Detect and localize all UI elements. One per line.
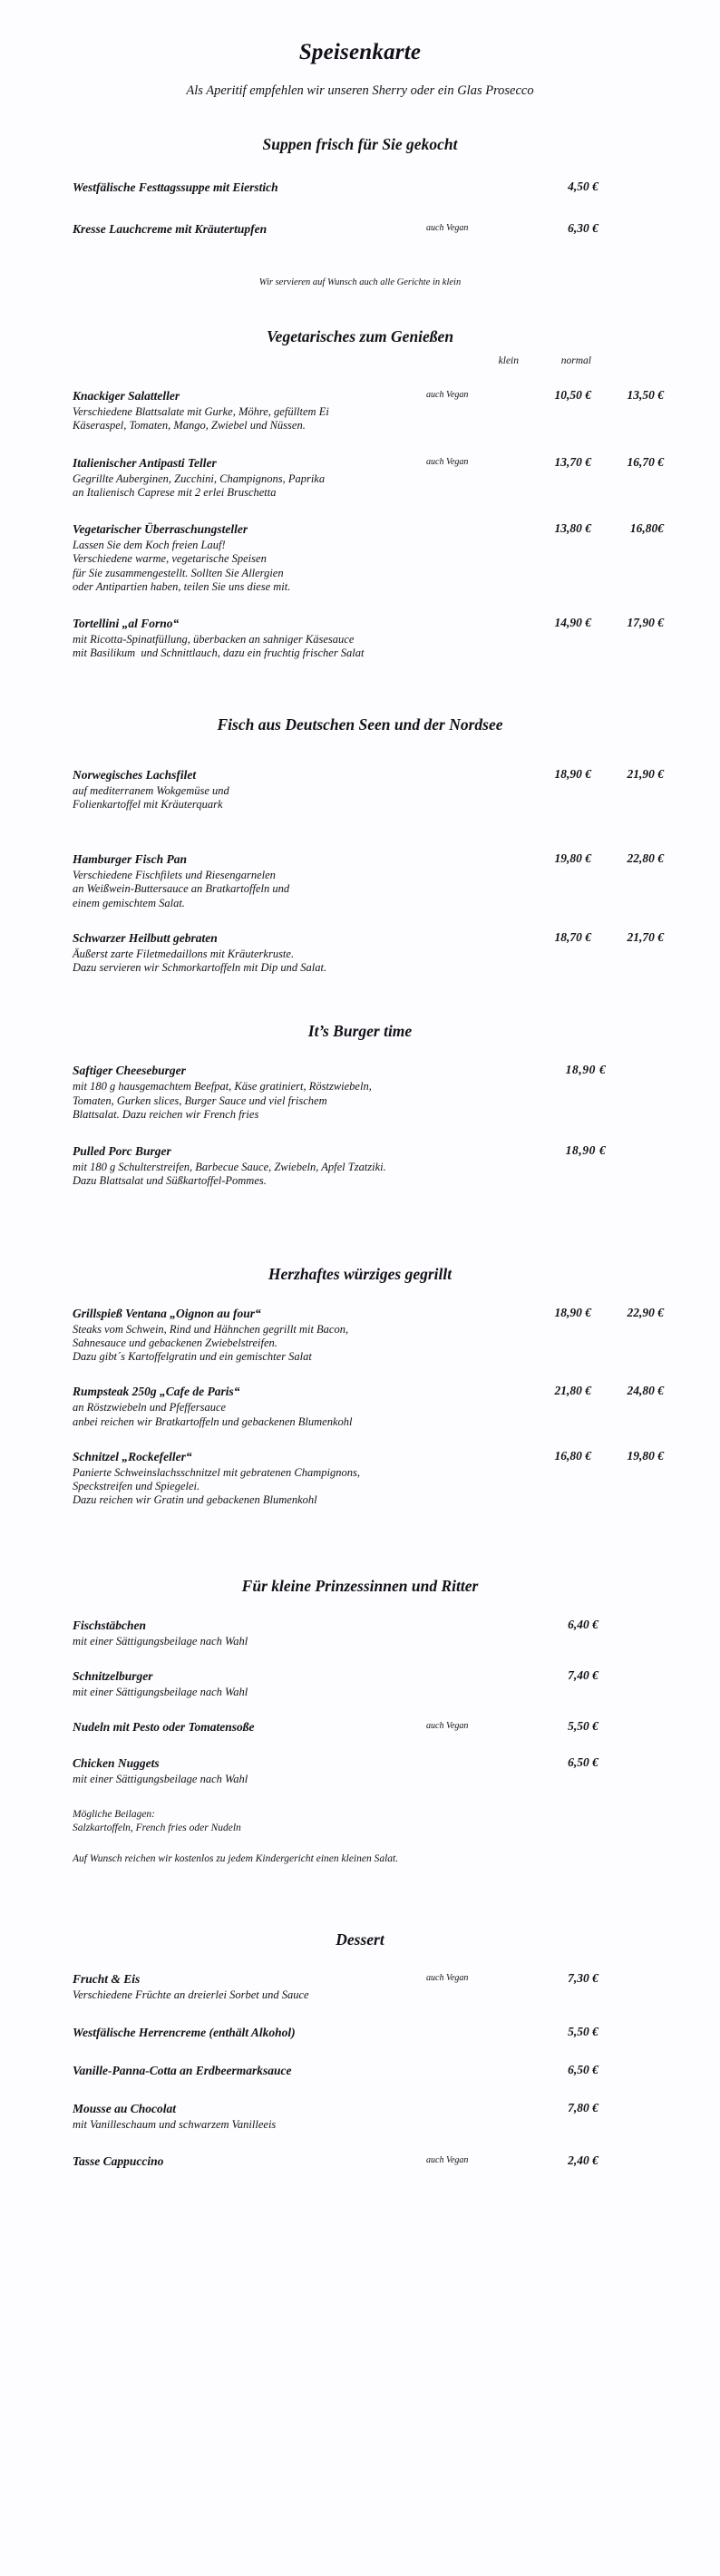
menu-item [0,1719,720,1735]
aperitif-note: Als Aperitif empfehlen wir unseren Sherry oder ein Glas Prosecco [186,83,534,98]
menu-item-head [73,1719,676,1735]
menu-item-price: 5,50 € [568,1719,598,1733]
menu-item-head [73,767,676,783]
menu-item-price-normal: 22,90 € [627,1305,664,1319]
vegan-tag: auch Vegan [426,456,469,467]
menu-item-name: Vegetarischer Überraschungsteller [73,522,248,536]
section-heading-vegetarisch: Vegetarisches zum Genießen [266,327,454,345]
vegan-tag: auch Vegan [426,1721,469,1731]
menu-item-price-normal: 22,80 € [627,851,664,865]
vegan-tag: auch Vegan [426,390,469,400]
menu-item-head [73,388,676,404]
menu-item-name: Chicken Nuggets [73,1756,160,1770]
small-portion-note: Wir servieren auf Wunsch auch alle Gerichte in klein [258,277,462,287]
spacer [0,812,720,851]
menu-item-description [73,1079,676,1122]
menu-item [0,1971,720,2002]
desc-line: Käseraspel, Tomaten, Mango, Zwiebel und Nüssen. [73,419,306,433]
desc-line: mit Basilikum und Schnittlauch, dazu ein fruchtig frischer Salat [73,646,365,660]
desc-line: Blattsalat. Dazu reichen wir French fries [73,1107,259,1121]
menu-item-description [73,783,676,812]
menu-item-name: Schnitzel „Rockefeller“ [73,1449,192,1463]
menu-item-name: Tortellini „al Forno“ [73,617,180,630]
menu-item-name: Kresse Lauchcreme mit Kräutertupfen [73,222,268,236]
menu-item-price-klein: 18,90 € [554,766,591,781]
menu-item [0,1306,720,1365]
menu-item [0,2101,720,2132]
menu-item-price-normal: 24,80 € [627,1384,664,1398]
menu-item-price: 18,90 € [565,1143,607,1157]
desc-line: mit 180 g Schulterstreifen, Barbecue Sauce, Zwiebeln, Apfel Tzatziki. [73,1161,386,1173]
section-items-vegetarisch [0,388,720,661]
section-items-kinder [0,1618,720,1787]
menu-item-name-suffix: (enthält Alkohol) [206,2025,296,2039]
desc-line: Dazu Blattsalat und Süßkartoffel-Pommes. [73,1174,267,1188]
menu-item-name: Knackiger Salatteller [73,389,180,403]
section-heading-gegrillt: Herzhaftes würziges gegrillt [268,1264,452,1283]
menu-item-name: Norwegisches Lachsfilet [73,767,197,782]
menu-item-name: Schwarzer Heilbutt gebraten [73,930,218,945]
menu-item-description [73,1988,676,2002]
column-header-normal: normal [560,355,591,366]
menu-item [0,388,720,433]
spacer [0,1735,720,1755]
menu-item-price-klein: 19,80 € [554,851,591,865]
free-salad-note: Auf Wunsch reichen wir kostenlos zu jedem Kindergericht einen kleinen Salat. [73,1853,399,1864]
menu-item-head [73,1618,676,1634]
menu-item [0,767,720,812]
menu-item-head [73,1384,676,1400]
menu-item [0,2153,720,2170]
menu-item-head [73,2063,676,2079]
desc-line: mit einer Sättigungsbeilage nach Wahl [73,1634,248,1648]
menu-item-name: Westfälische Herrencreme [73,2025,207,2039]
desc-line: Folienkartoffel mit Kräuterquark [73,797,223,811]
menu-item-price-klein: 10,50 € [554,388,591,402]
menu-item-price: 7,80 € [568,2100,598,2114]
menu-item-price-klein: 16,80 € [554,1448,591,1463]
menu-item-head [73,521,676,538]
kids-sides-note [0,1808,720,1834]
spacer [0,910,720,930]
section-heading-suppen: Suppen frisch für Sie gekocht [262,135,458,153]
section-items-suppen [0,180,720,238]
menu-item-head [73,2025,676,2041]
menu-item-head [73,930,676,947]
desc-line: mit Ricotta-Spinatfüllung, überbacken an sahniger Käsesauce [73,633,355,646]
menu-item-head [73,2101,676,2117]
menu-item [0,851,720,910]
desc-line: oder Antipartien haben, teilen Sie uns diese mit. [73,579,291,593]
menu-item [0,2063,720,2079]
menu-item-description [73,1634,676,1648]
spacer [0,594,720,616]
desc-line: an Italienisch Caprese mit 2 erlei Bruschetta [73,485,277,499]
spacer [0,2003,720,2025]
menu-item-name: Grillspieß Ventana „Oignon au four“ [73,1306,261,1320]
menu-item-description [73,404,676,433]
desc-line: Verschiedene Blattsalate mit Gurke, Möhre, gefülltem Ei [73,405,329,418]
spacer [0,500,720,521]
menu-item-description [73,1465,676,1508]
desc-line: Dazu servieren wir Schmorkartoffeln mit Dip und Salat. [73,961,327,974]
menu-item-price-normal: 21,70 € [627,929,664,944]
menu-item-price-normal: 13,50 € [627,388,664,402]
menu-item [0,1449,720,1508]
menu-item-name: Italienischer Antipasti Teller [73,455,217,470]
vegan-tag: auch Vegan [426,223,469,233]
price-column-headers [0,355,720,372]
menu-item-name: Pulled Porc Burger [73,1144,171,1158]
desc-line: anbei reichen wir Bratkartoffeln und gebackenen Blumenkohl [73,1414,353,1428]
desc-line: für Sie zusammengestellt. Sollten Sie Allergien [73,566,284,579]
menu-item-name: Westfälische Festtagssuppe mit Eierstich [73,180,278,194]
menu-item [0,1755,720,1786]
desc-line: Speckstreifen und Spiegelei. [73,1480,200,1492]
desc-line: Dazu gibt´s Kartoffelgratin und ein gemischter Salat [73,1350,312,1363]
menu-item [0,1668,720,1699]
menu-item-name: Vanille-Panna-Cotta an Erdbeermarksauce [73,2063,292,2077]
menu-item-head [73,2153,676,2170]
spacer [0,2079,720,2101]
menu-item-price-klein: 18,90 € [554,1305,591,1319]
menu-item-price-klein: 13,80 € [554,521,591,535]
menu-item-head [73,851,676,868]
sides-list: Salzkartoffeln, French fries oder Nudeln [73,1822,241,1833]
desc-line: Dazu reichen wir Gratin und gebackenen Blumenkohl [73,1493,317,1507]
spacer [0,2041,720,2063]
desc-line: Gegrillte Auberginen, Zucchini, Champignons, Paprika [73,471,326,485]
menu-item-head [73,616,676,632]
section-items-fisch [0,767,720,976]
desc-line: einem gemischtem Salat. [73,896,185,909]
desc-line: mit 180 g hausgemachtem Beefpat, Käse gratiniert, Röstzwiebeln, [73,1080,372,1094]
spacer [0,196,720,221]
menu-item [0,521,720,594]
section-items-gegrillt [0,1306,720,1508]
section-heading-kinder: Für kleine Prinzessinnen und Ritter [241,1576,479,1595]
section-items-dessert [0,1971,720,2170]
section-heading-fisch: Fisch aus Deutschen Seen und der Nordsee [217,714,503,734]
menu-item-head [73,180,676,196]
desc-line: Steaks vom Schwein, Rind und Hähnchen gegrillt mit Bacon, [73,1322,349,1336]
section-items-burger [0,1063,720,1188]
desc-line: mit einer Sättigungsbeilage nach Wahl [73,1685,248,1698]
menu-item-description [73,1400,676,1429]
menu-item [0,930,720,976]
menu-item-head [73,1449,676,1465]
menu-item [0,1143,720,1189]
menu-item-description [73,1685,676,1699]
desc-line: an Röstzwiebeln und Pfeffersauce [73,1401,227,1414]
spacer [0,1648,720,1668]
desc-line: Verschiedene warme, vegetarische Speisen [73,552,267,566]
menu-item-price-klein: 13,70 € [554,454,591,469]
desc-line: an Weißwein-Buttersauce an Bratkartoffeln und [73,882,290,896]
menu-item-head [73,455,676,471]
section-heading-burger: It’s Burger time [307,1022,413,1041]
spacer [0,2132,720,2153]
spacer [0,1699,720,1719]
menu-item-description [73,1322,676,1365]
menu-item-head [73,1063,676,1079]
spacer [0,1122,720,1143]
desc-line: Äußerst zarte Filetmedaillons mit Kräuterkruste. [73,947,295,960]
desc-line: Verschiedene Fischfilets und Riesengarnelen [73,869,276,881]
menu-item-head [73,1755,676,1772]
menu-item-description [73,632,676,661]
menu-item-name: Fischstäbchen [73,1618,147,1632]
menu-item-price-klein: 18,70 € [554,929,591,944]
menu-item-description [73,947,676,976]
menu-item [0,1618,720,1648]
menu-item-name: Saftiger Cheeseburger [73,1064,186,1078]
kids-free-salad-note [0,1852,720,1865]
menu-item-description [73,1160,676,1189]
menu-item-price: 6,50 € [568,1755,598,1769]
menu-item-price-klein: 21,80 € [554,1384,591,1398]
menu-item-name: Tasse Cappuccino [73,2153,164,2168]
menu-item [0,221,720,238]
menu-item-description [73,2117,676,2132]
menu-item-description [73,538,676,594]
menu-item-head [73,1306,676,1322]
menu-item [0,2025,720,2041]
menu-item-description [73,1772,676,1786]
menu-item-price: 6,30 € [568,221,598,235]
section-heading-dessert: Dessert [336,1930,384,1949]
menu-item-price: 7,30 € [568,1971,598,1986]
spacer [0,1429,720,1449]
menu-item-price: 5,50 € [568,2024,598,2038]
page-title: Speisenkarte [298,40,422,64]
menu-item [0,1063,720,1122]
desc-line: Sahnesauce und gebackenen Zwiebelstreifen. [73,1336,277,1349]
desc-line: Panierte Schweinslachsschnitzel mit gebratenen Champignons, [73,1465,360,1479]
spacer [0,433,720,455]
menu-item-price-normal: 16,70 € [627,454,664,469]
menu-item [0,180,720,196]
menu-item-name: Rumpsteak 250g „Cafe de Paris“ [73,1385,240,1399]
menu-item-head [73,221,676,238]
menu-item-price: 18,90 € [565,1063,607,1077]
desc-line: auf mediterranem Wokgemüse und [73,783,229,797]
menu-item-price-normal: 19,80 € [627,1448,664,1463]
spacer [0,1364,720,1384]
menu-item-name: Nudeln mit Pesto oder Tomatensoße [73,1720,255,1734]
menu-item-price: 7,40 € [568,1667,598,1682]
desc-line: Lassen Sie dem Koch freien Lauf! [73,539,226,551]
menu-item-name: Hamburger Fisch Pan [73,852,188,866]
menu-item-price-klein: 14,90 € [554,616,591,629]
menu-item-head [73,1143,676,1160]
desc-line: Tomaten, Gurken slices, Burger Sauce und viel frischem [73,1094,327,1107]
desc-line: mit einer Sättigungsbeilage nach Wahl [73,1773,248,1785]
menu-item-price-normal: 16,80€ [629,521,664,535]
sides-title: Mögliche Beilagen: [73,1809,156,1821]
column-header-klein: klein [498,355,519,366]
menu-item-description [73,868,676,910]
menu-item-name: Mousse au Chocolat [73,2101,177,2115]
menu-item-description [73,471,676,501]
menu-item-price-normal: 17,90 € [627,616,664,629]
desc-line: mit Vanilleschaum und schwarzem Vanilleeis [73,2117,277,2131]
menu-item [0,616,720,661]
menu-item-head [73,1971,676,1988]
menu-item-price: 6,40 € [568,1617,598,1631]
menu-item-price: 2,40 € [568,2153,598,2167]
menu-item [0,1384,720,1429]
desc-line: Verschiedene Früchte an dreierlei Sorbet und Sauce [73,1988,309,2002]
menu-item-name: Schnitzelburger [73,1668,153,1683]
menu-item [0,455,720,501]
vegan-tag: auch Vegan [426,2154,469,2165]
menu-item-price-normal: 21,90 € [627,766,664,781]
menu-item-head [73,1668,676,1685]
vegan-tag: auch Vegan [426,1973,469,1984]
menu-item-price: 4,50 € [568,180,598,193]
menu-item-price: 6,50 € [568,2062,598,2076]
menu-item-name: Frucht & Eis [73,1972,141,1987]
